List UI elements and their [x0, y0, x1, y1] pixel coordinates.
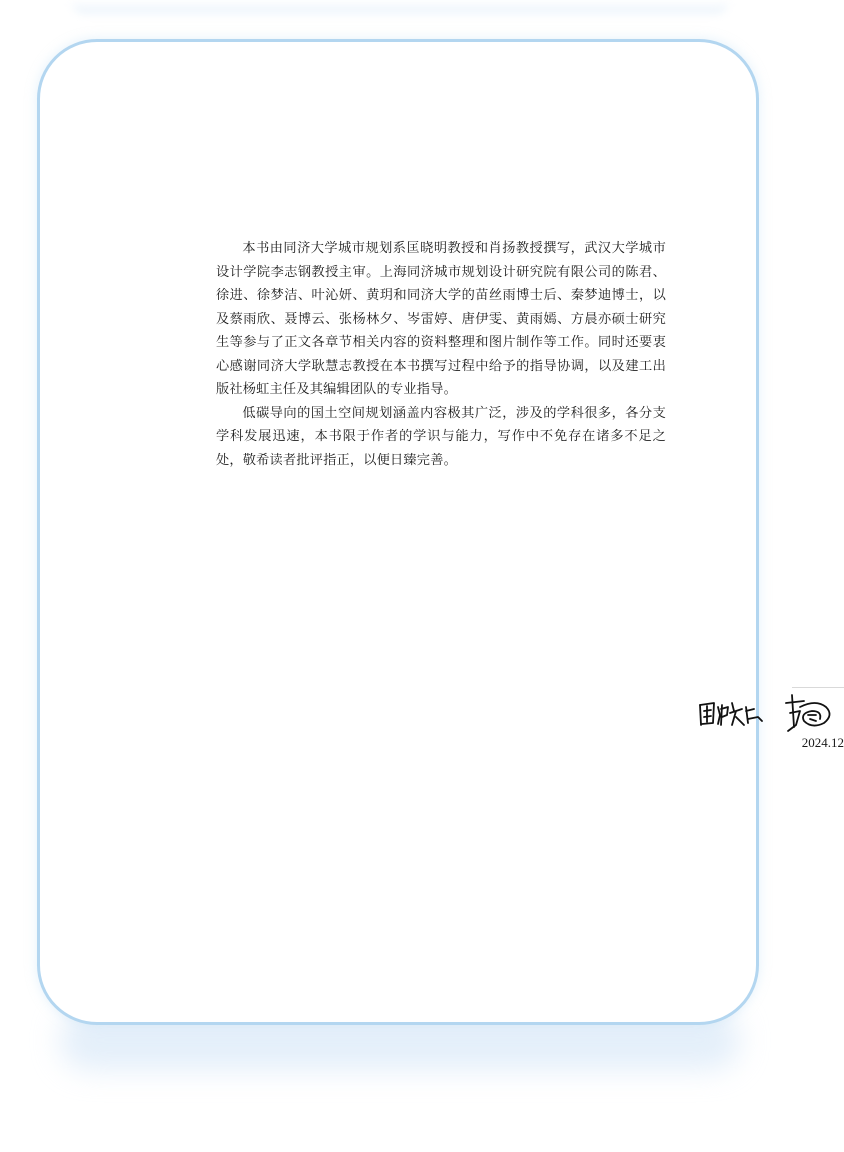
preface-text — [216, 237, 844, 750]
signature-divider — [792, 687, 844, 688]
top-shadow — [70, 0, 730, 14]
signature-date: 2024.12 — [801, 735, 844, 750]
preface-paragraph-1: 本书由同济大学城市规划系匡晓明教授和肖扬教授撰写，武汉大学城市设计学院李志钢教授主审。上海同济城市规划设计研究院有限公司的陈君、徐进、徐梦洁、叶沁妍、黄玥和同济大学的苗丝雨博士后、秦梦迪博士，以及蔡雨欣、聂博云、张杨林夕、岑雷婷、唐伊雯、黄雨嫣、方晨亦硕士研究生等参与了正文各章节相关内容的资料整理和图片制作等工作。同时还要衷心感谢同济大学耿慧志教授在本书撰写过程中给予的指导协调，以及建工出版社杨虹主任及其编辑团队的专业指导。 — [216, 241, 666, 397]
page-card — [37, 39, 844, 1025]
preface-paragraph-2: 低碳导向的国土空间规划涵盖内容极其广泛，涉及的学科很多，各分支学科发展迅速，本书限于作者的学识与能力，写作中不免存在诸多不足之处，敬希读者批评指正，以便日臻完善。 — [216, 405, 666, 468]
handwritten-signature — [696, 691, 844, 735]
signature-block — [696, 677, 844, 757]
